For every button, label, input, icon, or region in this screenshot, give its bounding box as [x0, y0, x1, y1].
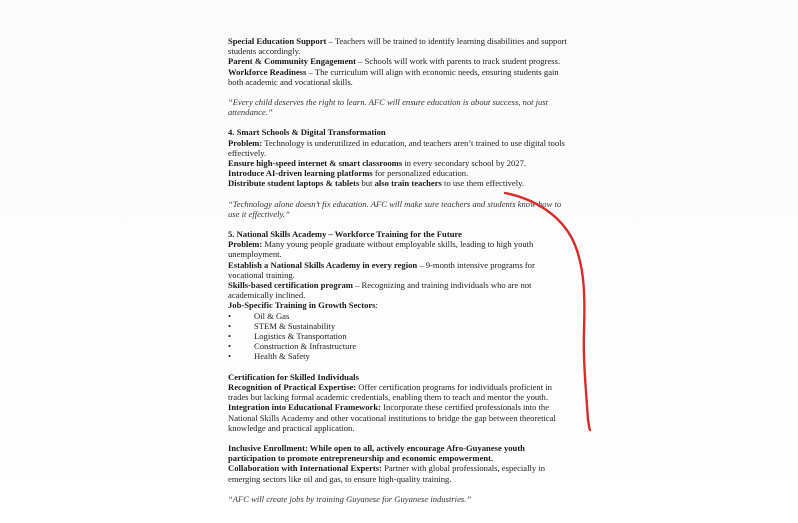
s4-internet-label: Ensure high-speed internet & smart classrooms — [228, 158, 403, 169]
s4-laptops-label2: also train teachers — [374, 178, 442, 189]
s4-problem-label: Problem: — [228, 137, 263, 148]
workforce-paragraph — [228, 67, 568, 87]
s5-sectors-label: Job-Specific Training in Growth Sectors — [228, 300, 376, 311]
s5-sectors — [228, 300, 568, 310]
s5-establish-text: – 9-month intensive programs for vocational training. — [228, 259, 535, 280]
s4-laptops-label: Distribute student laptops & tablets — [228, 178, 360, 189]
s4-laptops — [228, 178, 568, 188]
section-4-heading: 4. Smart Schools & Digital Transformation — [228, 127, 386, 138]
quote-technology: “Technology alone doesn’t fix education. AFC will make sure teachers and students know how to use it effectively.” — [228, 198, 562, 219]
cert-heading: Certification for Skilled Individuals — [228, 371, 359, 382]
sectors-list — [228, 311, 568, 362]
cert-integration-label: Integration into Educational Framework: — [228, 402, 382, 413]
workforce-label: Workforce Readiness — [228, 66, 307, 77]
collaboration-text: Partner with global professionals, especially in emerging sectors like oil and gas, to ensure high-quality training. — [228, 463, 545, 484]
collaboration — [228, 463, 568, 483]
sped-label: Special Education Support — [228, 36, 327, 46]
s4-ai — [228, 168, 568, 178]
s5-establish-label: Establish a National Skills Academy in every region — [228, 259, 418, 270]
parent-label: Parent & Community Engagement — [228, 56, 357, 67]
sped-text: – Teachers will be trained to identify learning disabilities and support students accordingly. — [228, 36, 567, 57]
parent-paragraph — [228, 56, 568, 66]
quote-every-child: “Every child deserves the right to learn. AFC will ensure education is about success, not just attendance.” — [228, 97, 549, 118]
cert-integration-text: Incorporate these certified professionals into the National Skills Academy and other vocational institutions to bridge the gap between theoretical knowledge and practical application. — [228, 402, 556, 433]
s5-cert — [228, 280, 568, 300]
list-item: • Health & Safety — [228, 351, 568, 361]
list-item: • Oil & Gas — [228, 311, 568, 321]
parent-text: – Schools will work with parents to track student progress. — [356, 56, 561, 67]
s4-ai-label: Introduce AI-driven learning platforms — [228, 168, 373, 179]
cert-integration — [228, 402, 568, 433]
section-5-heading: 5. National Skills Academy – Workforce Training for the Future — [228, 229, 462, 240]
cert-recognition — [228, 382, 568, 402]
s4-problem — [228, 138, 568, 158]
s4-internet — [228, 158, 568, 168]
s4-ai-text: for personalized education. — [372, 168, 469, 179]
s5-sectors-colon: : — [375, 300, 378, 311]
s4-laptops-mid: but — [359, 178, 375, 189]
sped-paragraph — [228, 36, 568, 56]
workforce-text: – The curriculum will align with economic needs, ensuring students gain both academic and vocational skills. — [228, 66, 559, 87]
s5-problem-label: Problem: — [228, 239, 263, 250]
s4-laptops-text: to use them effectively. — [441, 178, 524, 189]
s5-problem-text: Many young people graduate without employable skills, leading to high youth unemployment. — [228, 239, 534, 260]
s4-problem-text: Technology is underutilized in education, and teachers aren’t trained to use digital tools effectively. — [228, 137, 565, 158]
quote-jobs: “AFC will create jobs by training Guyanese for Guyanese industries.” — [228, 493, 472, 504]
document-body — [228, 36, 568, 504]
collaboration-label: Collaboration with International Experts: — [228, 463, 382, 474]
list-item: • Logistics & Transportation — [228, 331, 568, 341]
s5-establish — [228, 260, 568, 280]
cert-recognition-text: Offer certification programs for individuals proficient in trades but lacking formal academic credentials, enabling them to teach and mentor the youth. — [228, 381, 552, 403]
inclusive-enrollment: Inclusive Enrollment: While open to all, actively encourage Afro-Guyanese youth participation to promote entrepreneurship and economic empowerment. — [228, 442, 525, 464]
cert-recognition-label: Recognition of Practical Expertise: — [228, 381, 357, 392]
s5-cert-text: – Recognizing and training individuals who are not academically inclined. — [228, 280, 532, 301]
list-item: • STEM & Sustainability — [228, 321, 568, 331]
s5-problem — [228, 239, 568, 259]
list-item: • Construction & Infrastructure — [228, 341, 568, 351]
s4-internet-text: in every secondary school by 2027. — [402, 158, 527, 169]
s5-cert-label: Skills-based certification program — [228, 280, 353, 291]
